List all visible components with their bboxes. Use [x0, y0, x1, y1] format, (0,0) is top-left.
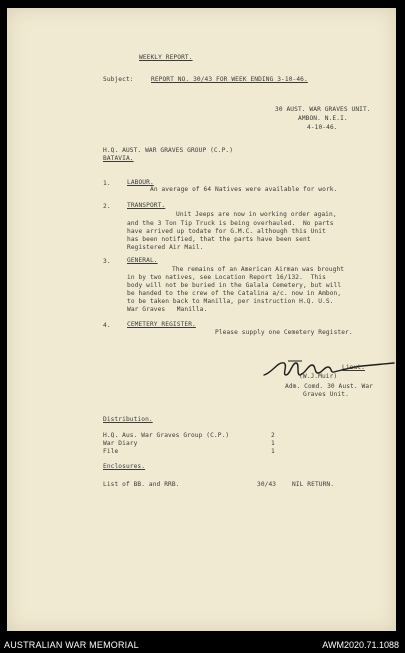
section-text-line: Registered Air Mail. [127, 244, 204, 251]
signature-rank: Lieut. [342, 364, 365, 371]
footer-bar [0, 634, 405, 653]
section-text-line: The remains of an American Airman was brought [172, 266, 345, 273]
distribution-recipient: War Diary [103, 440, 138, 447]
section-text-line: An average of 64 Natives were available for work. [150, 186, 338, 193]
section-text-line: have arrived up todate for G.M.C. although this Unit [127, 228, 326, 235]
signature-title: Adm. Comd. 30 Aust. War [285, 383, 373, 390]
enclosure-item: List of BB. and RRB. [103, 481, 180, 488]
addressee: H.Q. AUST. WAR GRAVES GROUP (C.P.) [103, 147, 234, 154]
section-title-cemetery-register: CEMETERY REGISTER. [127, 321, 196, 328]
subject-text: REPORT NO. 30/43 FOR WEEK ENDING 3-10-46. [151, 76, 308, 83]
section-title-labour: LABOUR. [127, 179, 154, 186]
distribution-qty: 2 [271, 432, 275, 439]
section-number: 2. [103, 203, 111, 210]
section-title-transport: TRANSPORT. [127, 202, 166, 209]
distribution-qty: 1 [271, 448, 275, 455]
enclosures-heading: Enclosures. [103, 463, 146, 470]
distribution-recipient: H.Q. Aus. War Graves Group (C.P.) [103, 432, 230, 439]
section-number: 1. [103, 180, 111, 187]
addressee-city: BATAVIA. [103, 155, 134, 162]
footer-collection: AUSTRALIAN WAR MEMORIAL [4, 640, 139, 650]
document-page [7, 8, 396, 631]
unit-name: 30 AUST. WAR GRAVES UNIT. [275, 106, 371, 113]
footer-accession-number: AWM2020.71.1088 [322, 640, 399, 650]
enclosure-status: NIL RETURN. [292, 481, 335, 488]
distribution-recipient: File [103, 448, 119, 455]
section-number: 4. [103, 322, 111, 329]
section-text-line: in by two natives, see Location Report 16/132. This [127, 274, 326, 281]
section-text-line: Unit Jeeps are now in working order again, [176, 211, 337, 218]
section-text-line: War Graves Manilla. [127, 306, 208, 313]
distribution-qty: 1 [271, 440, 275, 447]
unit-location: AMBON. N.E.I. [298, 115, 348, 122]
section-text-line: has been notified, that the parts have been sent [127, 236, 311, 243]
section-text-line: Please supply one Cemetery Register. [215, 329, 353, 336]
section-title-general: GENERAL. [127, 257, 158, 264]
section-number: 3. [103, 258, 111, 265]
section-text-line: to be taken back to Manilla, per instruction H.Q. U.S. [127, 298, 334, 305]
report-date: 4-10-46. [307, 124, 338, 131]
subject-label: Subject: [103, 76, 134, 83]
section-text-line: be handed to the crew of the Catalina a/c. now in Ambon, [127, 290, 342, 297]
section-text-line: and the 3 Ton Tip Truck is being overhauled. No parts [127, 220, 334, 227]
enclosure-ref: 30/43 [257, 481, 277, 488]
section-text-line: body will not be buried in the Galala Cemetery, but will [127, 282, 342, 289]
signature-name: (W.J.Muir) [299, 373, 338, 380]
signature-title: Graves Unit. [303, 391, 349, 398]
report-heading: WEEKLY REPORT. [139, 54, 193, 61]
distribution-heading: Distribution. [103, 416, 153, 423]
